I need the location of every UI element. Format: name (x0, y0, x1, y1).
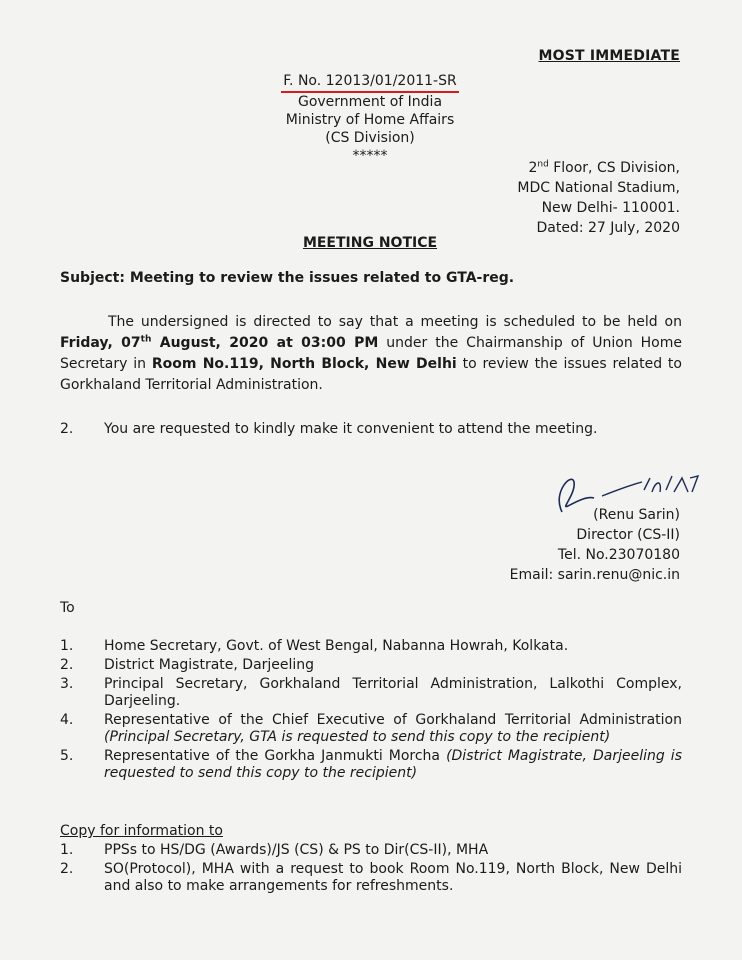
letter-date: Dated: 27 July, 2020 (536, 220, 680, 236)
signature-block (510, 505, 680, 585)
file-number: F. No. 12013/01/2011-SR (281, 72, 458, 93)
header-ministry: Ministry of Home Affairs (285, 112, 455, 128)
list-item: 1. PPSs to HS/DG (Awards)/JS (CS) & PS to Dir(CS-II), MHA (60, 842, 489, 858)
paragraph-1: The undersigned is directed to say that a meeting is scheduled to be held on Friday, 07th August, 2020 at 03:00 PM under the Chairmanship of Union Home Secretary in Room No.119, North Block, New Delhi to review the issues related to Gorkhaland Territorial Administration. (60, 314, 683, 393)
copy-heading: Copy for information to (60, 823, 223, 839)
address-stadium: MDC National Stadium, (517, 180, 680, 196)
signatory-telephone: Tel. No.23070180 (557, 547, 680, 563)
header-division: (CS Division) (325, 130, 415, 146)
signatory-designation: Director (CS-II) (576, 527, 680, 543)
urgency-label: MOST IMMEDIATE (538, 48, 680, 64)
recipient-list (60, 638, 682, 784)
subject-line: Subject: Meeting to review the issues related to GTA-reg. (60, 270, 515, 286)
list-item: 1. Home Secretary, Govt. of West Bengal, Nabanna Howrah, Kolkata. (60, 638, 569, 654)
list-item: 2. SO(Protocol), MHA with a request to book Room No.119, North Block, New Delhi and also to make arrangements for refreshments. (60, 861, 682, 894)
notice-title: MEETING NOTICE (302, 235, 438, 251)
list-item: 2. District Magistrate, Darjeeling (60, 657, 315, 673)
list-item: 3. Principal Secretary, Gorkhaland Territorial Administration, Lalkothi Complex, Darjeeling. (60, 676, 682, 709)
header-government: Government of India (297, 94, 443, 110)
list-item: 4. Representative of the Chief Executive of Gorkhaland Territorial Administration (Principal Secretary, GTA is requested to send this copy to the recipient) (60, 712, 682, 745)
header-stars: ***** (352, 148, 388, 164)
letter-header (200, 72, 540, 165)
signatory-email: Email: sarin.renu@nic.in (509, 567, 680, 583)
office-address (517, 158, 680, 238)
signatory-name: (Renu Sarin) (593, 507, 680, 523)
list-item: 5. Representative of the Gorkha Janmukti Morcha (District Magistrate, Darjeeling is requested to send this copy to the recipient) (60, 748, 682, 781)
address-city: New Delhi- 110001. (541, 200, 680, 216)
copy-list (60, 842, 682, 897)
paragraph-2: 2. You are requested to kindly make it convenient to attend the meeting. (60, 421, 598, 437)
to-label: To (60, 600, 75, 616)
address-floor: 2nd Floor, CS Division, (528, 159, 680, 176)
